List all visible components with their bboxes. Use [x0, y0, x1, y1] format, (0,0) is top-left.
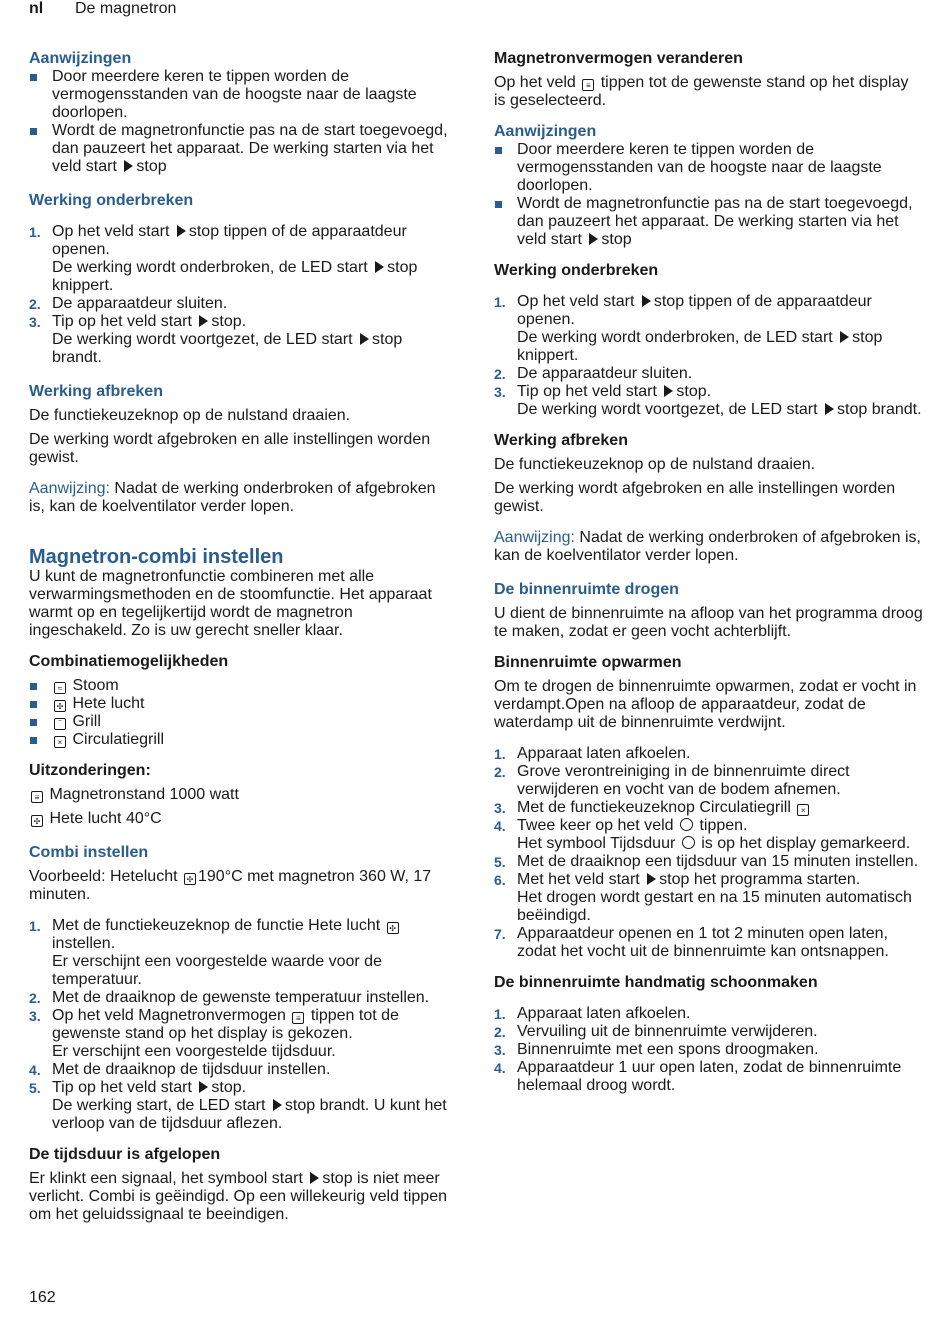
chapter-title: De magnetron	[75, 0, 177, 17]
list-item: 3. Binnenruimte met een spons droogmaken.	[494, 1041, 819, 1058]
heading-werking-onderbreken: Werking onderbreken	[494, 262, 659, 279]
hot-air-icon: ✣	[54, 700, 66, 712]
note: Aanwijzing: Nadat de werking onderbroken of afgebroken is, kan de koelventilator verder lopen.	[494, 529, 921, 564]
paragraph: De functiekeuzeknop op de nulstand draaien.	[494, 456, 816, 473]
microwave-icon: ≡	[582, 79, 594, 91]
heading-combinatiemogelijkheden: Combinatiemogelijkheden	[29, 653, 229, 670]
aanwijzingen-list	[29, 68, 454, 176]
play-icon	[360, 333, 369, 345]
language-code: nl	[29, 0, 44, 17]
play-icon	[647, 873, 656, 885]
play-icon	[199, 315, 208, 327]
list-item: 1. Op het veld start stop tippen of de apparaatdeur openen. De werking wordt onderbroken, de LED start stop knippert.	[494, 293, 883, 364]
list-item: ✣ Hete lucht	[29, 695, 454, 713]
list-item: 3. Met de functiekeuzeknop Circulatiegrill ×	[494, 799, 924, 817]
play-icon	[273, 1099, 282, 1111]
page-number: 162	[29, 1289, 56, 1306]
aanwijzingen-list	[494, 141, 924, 249]
list-item: Door meerdere keren te tippen worden de vermogensstanden van de hoogste naar de laagste doorlopen.	[29, 68, 454, 122]
hot-air-icon: ✣	[31, 815, 43, 827]
note: Aanwijzing: Nadat de werking onderbroken of afgebroken is, kan de koelventilator verder lopen.	[29, 480, 436, 515]
steam-icon: ≈	[54, 682, 66, 694]
circulation-grill-icon: ×	[54, 736, 66, 748]
paragraph: De werking wordt afgebroken en alle instellingen worden gewist.	[29, 431, 431, 466]
heading-werking-afbreken: Werking afbreken	[29, 383, 163, 400]
list-item: ‾ Grill	[29, 713, 454, 731]
paragraph: Om te drogen de binnenruimte opwarmen, zodat er vocht in verdampt.Open na afloop de apparaatdeur, zodat de waterdamp uit de binnenruimte verdwijnt.	[494, 678, 917, 731]
heading-aanwijzingen: Aanwijzingen	[494, 123, 597, 140]
play-icon	[310, 1172, 319, 1184]
onderbreken-steps	[494, 293, 924, 419]
list-item: 1. Op het veld start stop tippen of de apparaatdeur openen. De werking wordt onderbroken, de LED start stop knippert.	[29, 223, 418, 294]
left-column	[29, 50, 454, 1224]
hot-air-icon: ✣	[387, 922, 399, 934]
play-icon	[199, 1081, 208, 1093]
list-item: ≈ Stoom	[29, 677, 454, 695]
list-item: 4. Twee keer op het veld tippen. Het symbool Tijdsduur is op het display gemarkeerd.	[494, 817, 911, 852]
play-icon	[589, 233, 598, 245]
heading-magnetronvermogen: Magnetronvermogen veranderen	[494, 50, 743, 67]
play-icon	[642, 295, 651, 307]
paragraph: Op het veld ≡ tippen tot de gewenste stand op het display is geselecteerd.	[494, 74, 909, 109]
list-item: 4. Met de draaiknop de tijdsduur instellen.	[29, 1061, 331, 1078]
list-item: 1. Apparaat laten afkoelen.	[494, 745, 691, 762]
list-item: 1. Apparaat laten afkoelen.	[494, 1005, 691, 1022]
play-icon	[177, 225, 186, 237]
paragraph: De functiekeuzeknop op de nulstand draaien.	[29, 407, 351, 424]
list-item: Wordt de magnetronfunctie pas na de start toegevoegd, dan pauzeert het apparaat. De werking starten via het veld start stop	[29, 122, 454, 176]
list-item: 5. Tip op het veld start stop. De werking start, de LED start stop brandt. U kunt het verloop van de tijdsduur aflezen.	[29, 1079, 447, 1132]
heading-aanwijzingen: Aanwijzingen	[29, 50, 132, 67]
heading-magnetron-combi: Magnetron-combi instellen	[29, 546, 284, 568]
paragraph: U kunt de magnetronfunctie combineren met alle verwarmingsmethoden en de stoomfunctie. Het apparaat warmt op en tegelijkertijd wordt de magnetron ingeschakeld. Zo is uw gerecht sneller klaar.	[29, 568, 432, 639]
play-icon	[124, 160, 133, 172]
paragraph: ≡ Magnetronstand 1000 watt	[29, 786, 454, 804]
microwave-icon: ≡	[292, 1012, 304, 1024]
handmatig-steps	[494, 1005, 924, 1095]
heading-tijdsduur-afgelopen: De tijdsduur is afgelopen	[29, 1146, 221, 1163]
clock-icon	[682, 836, 695, 849]
paragraph: U dient de binnenruimte na afloop van het programma droog te maken, zodat er geen vocht achterblijft.	[494, 605, 923, 640]
microwave-icon: ≡	[31, 791, 43, 803]
list-item: 3. Op het veld Magnetronvermogen ≡ tippen tot de gewenste stand op het display is gekozen. Er verschijnt een voorgestelde tijdsduur.	[29, 1007, 399, 1060]
heading-binnenruimte-opwarmen: Binnenruimte opwarmen	[494, 654, 682, 671]
list-item: Wordt de magnetronfunctie pas na de start toegevoegd, dan pauzeert het apparaat. De werking starten via het veld start stop	[494, 195, 924, 249]
heading-handmatig-schoonmaken: De binnenruimte handmatig schoonmaken	[494, 974, 818, 991]
list-item: 6. Met het veld start stop het programma starten. Het drogen wordt gestart en na 15 minuten automatisch beëindigd.	[494, 871, 912, 924]
list-item: 2. Met de draaiknop de gewenste temperatuur instellen.	[29, 989, 430, 1006]
list-item: × Circulatiegrill	[29, 731, 454, 749]
list-item: 2. De apparaatdeur sluiten.	[29, 295, 228, 312]
list-item: 3. Tip op het veld start stop. De werking wordt voortgezet, de LED start stop brandt.	[29, 313, 403, 366]
list-item: 3. Tip op het veld start stop. De werking wordt voortgezet, de LED start stop brandt.	[494, 383, 922, 418]
list-item: Door meerdere keren te tippen worden de vermogensstanden van de hoogste naar de laagste doorlopen.	[494, 141, 924, 195]
play-icon	[825, 403, 834, 415]
play-icon	[840, 331, 849, 343]
heading-binnenruimte-drogen: De binnenruimte drogen	[494, 581, 679, 598]
onderbreken-steps	[29, 223, 454, 367]
drogen-steps	[494, 745, 924, 961]
grill-icon: ‾	[54, 718, 66, 730]
circulation-grill-icon: ×	[797, 804, 809, 816]
combinatie-list	[29, 677, 454, 749]
heading-werking-afbreken: Werking afbreken	[494, 432, 628, 449]
list-item: 2. Vervuiling uit de binnenruimte verwijderen.	[494, 1023, 818, 1040]
list-item: 5. Met de draaiknop een tijdsduur van 15 minuten instellen.	[494, 853, 919, 870]
paragraph: Er klinkt een signaal, het symbool start stop is niet meer verlicht. Combi is geëindigd. Op een willekeurig veld tippen om het geluidssignaal te beeindigen.	[29, 1170, 447, 1223]
list-item: 4. Apparaatdeur 1 uur open laten, zodat de binnenruimte helemaal droog wordt.	[494, 1059, 902, 1094]
list-item: 7. Apparaatdeur openen en 1 tot 2 minuten open laten, zodat het vocht uit de binnenruimte kan ontsnappen.	[494, 925, 889, 960]
heading-werking-onderbreken: Werking onderbreken	[29, 192, 194, 209]
list-item: 1. Met de functiekeuzeknop de functie Hete lucht ✣ instellen. Er verschijnt een voorgestelde waarde voor de temperatuur.	[29, 917, 454, 989]
heading-uitzonderingen: Uitzonderingen:	[29, 762, 151, 779]
combi-steps	[29, 917, 454, 1133]
page-header	[29, 0, 176, 18]
list-item: 2. Grove verontreiniging in de binnenruimte direct verwijderen en vocht van de bodem afnemen.	[494, 763, 850, 798]
hot-air-icon: ✣	[184, 873, 196, 885]
paragraph: De werking wordt afgebroken en alle instellingen worden gewist.	[494, 480, 896, 515]
play-icon	[664, 385, 673, 397]
heading-combi-instellen: Combi instellen	[29, 844, 149, 861]
right-column	[494, 50, 924, 1095]
list-item: 2. De apparaatdeur sluiten.	[494, 365, 693, 382]
paragraph: ✣ Hete lucht 40°C	[29, 810, 454, 828]
play-icon	[375, 261, 384, 273]
paragraph: Voorbeeld: Hetelucht ✣ 190°C met magnetron 360 W, 17 minuten.	[29, 868, 432, 903]
clock-icon	[680, 818, 693, 831]
